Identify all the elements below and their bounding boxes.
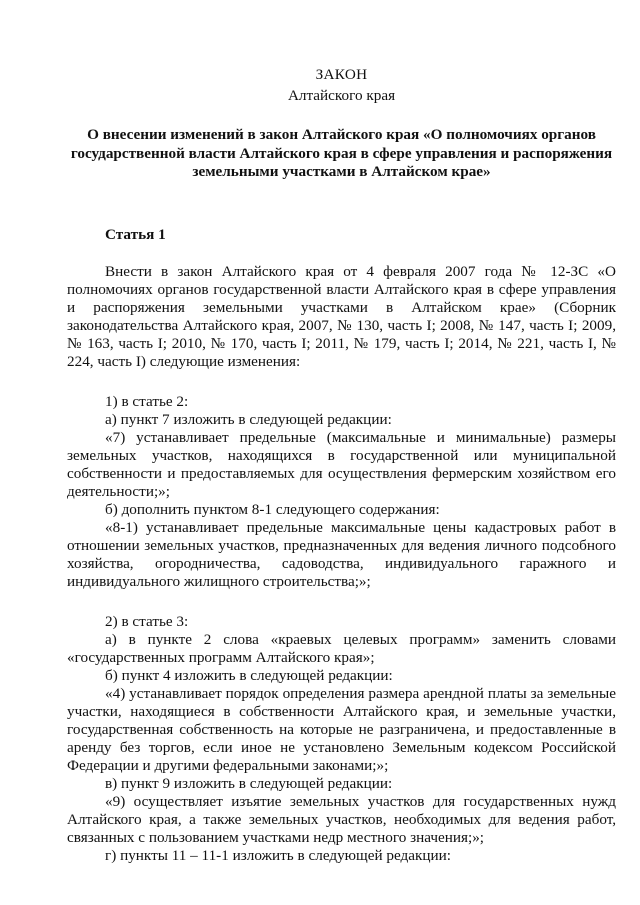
section2-c: в) пункт 9 изложить в следующей редакции:	[105, 774, 393, 792]
document-page	[67, 62, 616, 865]
document-type: ЗАКОН	[315, 66, 368, 83]
article-heading: Статья 1	[105, 225, 166, 243]
section1-b: б) дополнить пунктом 8-1 следующего содержания:	[105, 500, 440, 518]
section1-b-text: «8-1) устанавливает предельные максимальные цены кадастровых работ в отношении земельных участков, предназначенных для ведения личного подсобного хозяйства, огородничества, садоводства, индивидуального гаражного и индивидуального жилищного строительства;»;	[67, 518, 616, 590]
section2-d: г) пункты 11 – 11-1 изложить в следующей редакции:	[105, 846, 451, 864]
section2-item: 2) в статье 3:	[105, 612, 189, 630]
section1-item: 1) в статье 2:	[105, 392, 189, 410]
section1-a-text: «7) устанавливает предельные (максимальные и минимальные) размеры земельных участков, находящихся в государственной или муниципальной собственности и предоставляемых для осуществления фермерским хозяйством его деятельности;»;	[67, 428, 616, 500]
section2-a: а) в пункте 2 слова «краевых целевых программ» заменить словами «государственных программ Алтайского края»;	[67, 630, 616, 666]
document-region: Алтайского края	[287, 87, 396, 104]
law-title: О внесении изменений в закон Алтайского края «О полномочиях органов государственной власти Алтайского края в сфере управления и распоряжения земельными участками в Алтайском крае»	[70, 126, 613, 180]
section2-c-text: «9) осуществляет изъятие земельных участков для государственных нужд Алтайского края, а также земельных участков, необходимых для ведения работ, связанных с пользованием участками недр местного значения;»;	[67, 792, 616, 846]
section2-b: б) пункт 4 изложить в следующей редакции:	[105, 666, 393, 684]
section1-a: а) пункт 7 изложить в следующей редакции:	[105, 410, 392, 428]
article-intro: Внести в закон Алтайского края от 4 февраля 2007 года № 12-ЗС «О полномочиях органов государственной власти Алтайского края в сфере управления и распоряжения земельными участками в Алтайском крае» (Сборник законодательства Алтайского края, 2007, № 130, часть I; 2008, № 147, часть I; 2009, № 163, часть I; 2010, № 170, часть I; 2011, № 179, часть I; 2014, № 221, часть I, № 224, часть I) следующие изменения:	[67, 262, 616, 370]
section2-b-text: «4) устанавливает порядок определения размера арендной платы за земельные участки, находящиеся в собственности Алтайского края, и земельные участки, государственная собственность на которые не разграничена, и предоставленные в аренду без торгов, если иное не установлено Земельным кодексом Российской Федерации и другими федеральными законами;»;	[67, 684, 616, 774]
